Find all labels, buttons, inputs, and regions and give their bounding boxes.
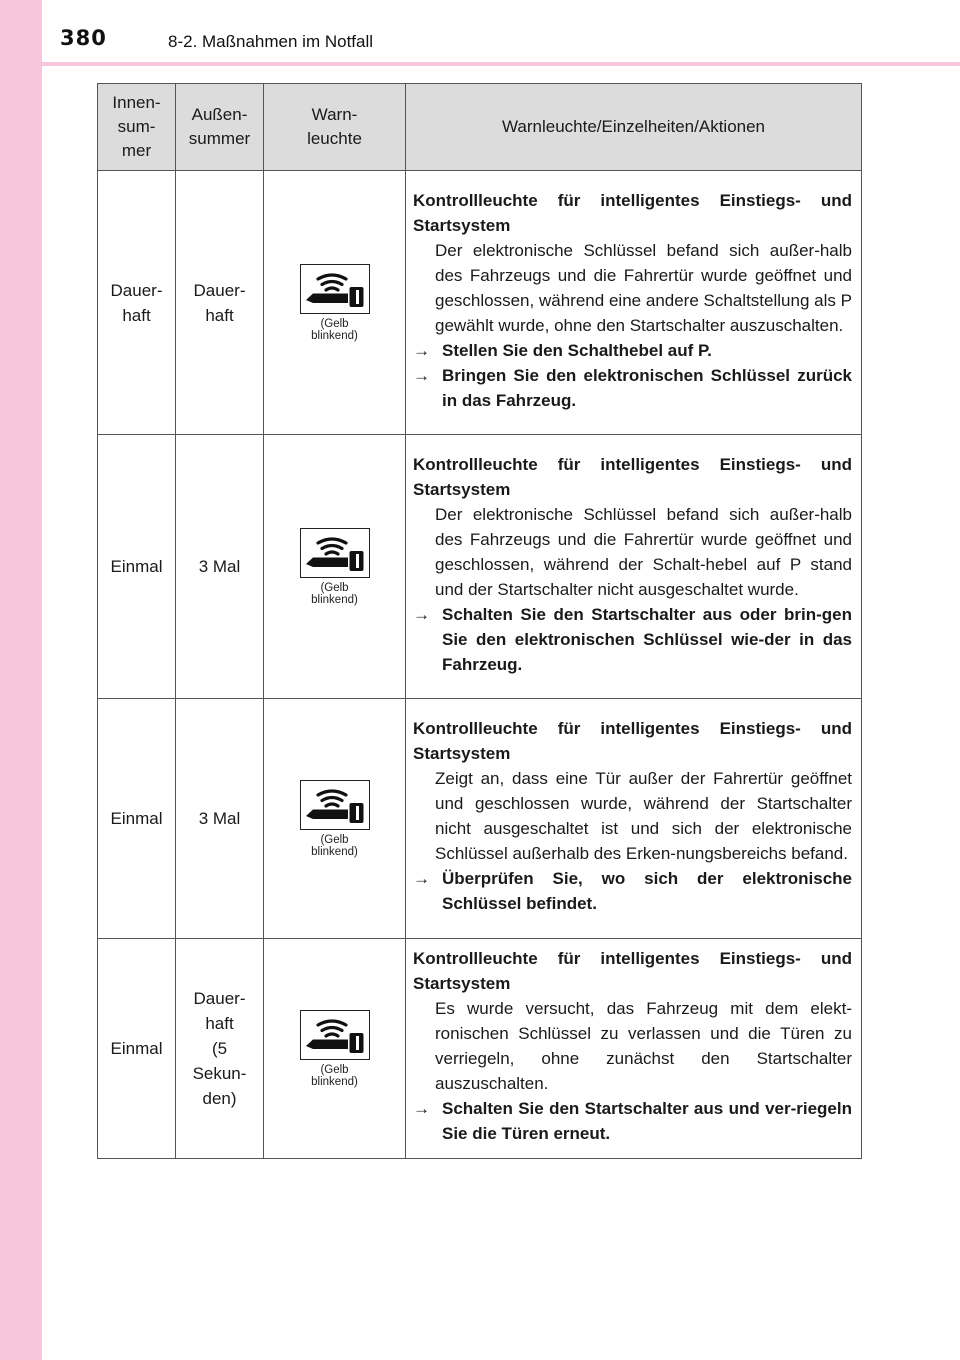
action-item: → Schalten Sie den Startschalter aus oder brin-gen Sie den elektronischen Schlüssel wie-der in das Fahrzeug. — [413, 602, 852, 677]
indicator-title: Kontrollleuchte für intelligentes Einstiegs- und Startsystem — [413, 949, 852, 993]
smart-key-warning-icon — [300, 264, 370, 314]
arrow-icon: → — [413, 604, 430, 624]
action-item: → Stellen Sie den Schalthebel auf P. — [413, 338, 852, 363]
description: Zeigt an, dass eine Tür außer der Fahrertür geöffnet und geschlossen wurde, während der Startschalter nicht ausgeschaltet ist und sich der elektronische Schlüssel außerhalb des Erken-nungsbereichs befand. — [435, 769, 852, 863]
col-header-inner-buzzer: Innen- sum- mer — [98, 84, 176, 171]
warning-table — [97, 83, 862, 1159]
arrow-icon: → — [413, 869, 430, 888]
details-cell — [406, 939, 862, 1159]
indicator-title: Kontrollleuchte für intelligentes Einstiegs- und Startsystem — [413, 190, 852, 235]
inner-buzzer-cell: Dauer- haft — [98, 171, 176, 435]
lamp-note: (Gelb blinkend) — [311, 581, 358, 606]
outer-buzzer-cell: 3 Mal — [176, 699, 264, 939]
inner-buzzer-cell: Einmal — [98, 699, 176, 939]
col-header-warning-light: Warn- leuchte — [264, 84, 406, 171]
table-header-row — [98, 84, 862, 171]
section-title: 8-2. Maßnahmen im Notfall — [168, 32, 374, 51]
warning-light-cell — [264, 699, 406, 939]
details-cell — [406, 435, 862, 699]
warning-light-cell — [264, 939, 406, 1159]
description: Es wurde versucht, das Fahrzeug mit dem elekt-ronischen Schlüssel zu verlassen und die Türen zu verriegeln, ohne zunächst den Startschalter auszuschalten. — [435, 999, 852, 1093]
action-item: → Bringen Sie den elektronischen Schlüssel zurück in das Fahrzeug. — [413, 363, 852, 413]
arrow-icon: → — [413, 365, 430, 385]
arrow-icon: → — [413, 340, 430, 360]
lamp-note: (Gelb blinkend) — [311, 317, 358, 342]
action-item: → Überprüfen Sie, wo sich der elektronische Schlüssel befindet. — [413, 866, 852, 916]
arrow-icon: → — [413, 1099, 430, 1118]
table-row — [98, 939, 862, 1159]
lamp-note: (Gelb blinkend) — [311, 833, 358, 858]
col-header-outer-buzzer: Außen- summer — [176, 84, 264, 171]
details-cell — [406, 171, 862, 435]
page-number: 380 — [60, 26, 107, 50]
table-row — [98, 699, 862, 939]
lamp-note: (Gelb blinkend) — [311, 1063, 358, 1088]
warning-light-cell — [264, 171, 406, 435]
smart-key-warning-icon — [300, 780, 370, 830]
indicator-title: Kontrollleuchte für intelligentes Einstiegs- und Startsystem — [413, 719, 852, 763]
col-header-details: Warnleuchte/Einzelheiten/Aktionen — [406, 84, 862, 171]
inner-buzzer-cell: Einmal — [98, 939, 176, 1159]
smart-key-warning-icon — [300, 1010, 370, 1060]
indicator-title: Kontrollleuchte für intelligentes Einstiegs- und Startsystem — [413, 454, 852, 499]
header-rule — [42, 62, 960, 66]
smart-key-warning-icon — [300, 528, 370, 578]
description: Der elektronische Schlüssel befand sich außer-halb des Fahrzeugs und die Fahrertür wurde geöffnet und geschlossen, während eine andere Schaltstellung als P gewählt wurde, ohne den Startschalter auszuschalten. — [435, 240, 852, 335]
action-item: → Schalten Sie den Startschalter aus und ver-riegeln Sie die Türen erneut. — [413, 1096, 852, 1146]
table-row — [98, 171, 862, 435]
outer-buzzer-cell: Dauer- haft (5 Sekun- den) — [176, 939, 264, 1159]
warning-light-cell — [264, 435, 406, 699]
side-bar — [0, 0, 42, 1360]
outer-buzzer-cell: 3 Mal — [176, 435, 264, 699]
details-cell — [406, 699, 862, 939]
outer-buzzer-cell: Dauer- haft — [176, 171, 264, 435]
inner-buzzer-cell: Einmal — [98, 435, 176, 699]
description: Der elektronische Schlüssel befand sich außer-halb des Fahrzeugs und die Fahrertür wurde geöffnet und geschlossen, während der Schalt-hebel auf P stand und der Startschalter nicht ausgeschaltet wurde. — [435, 504, 852, 599]
table-row — [98, 435, 862, 699]
